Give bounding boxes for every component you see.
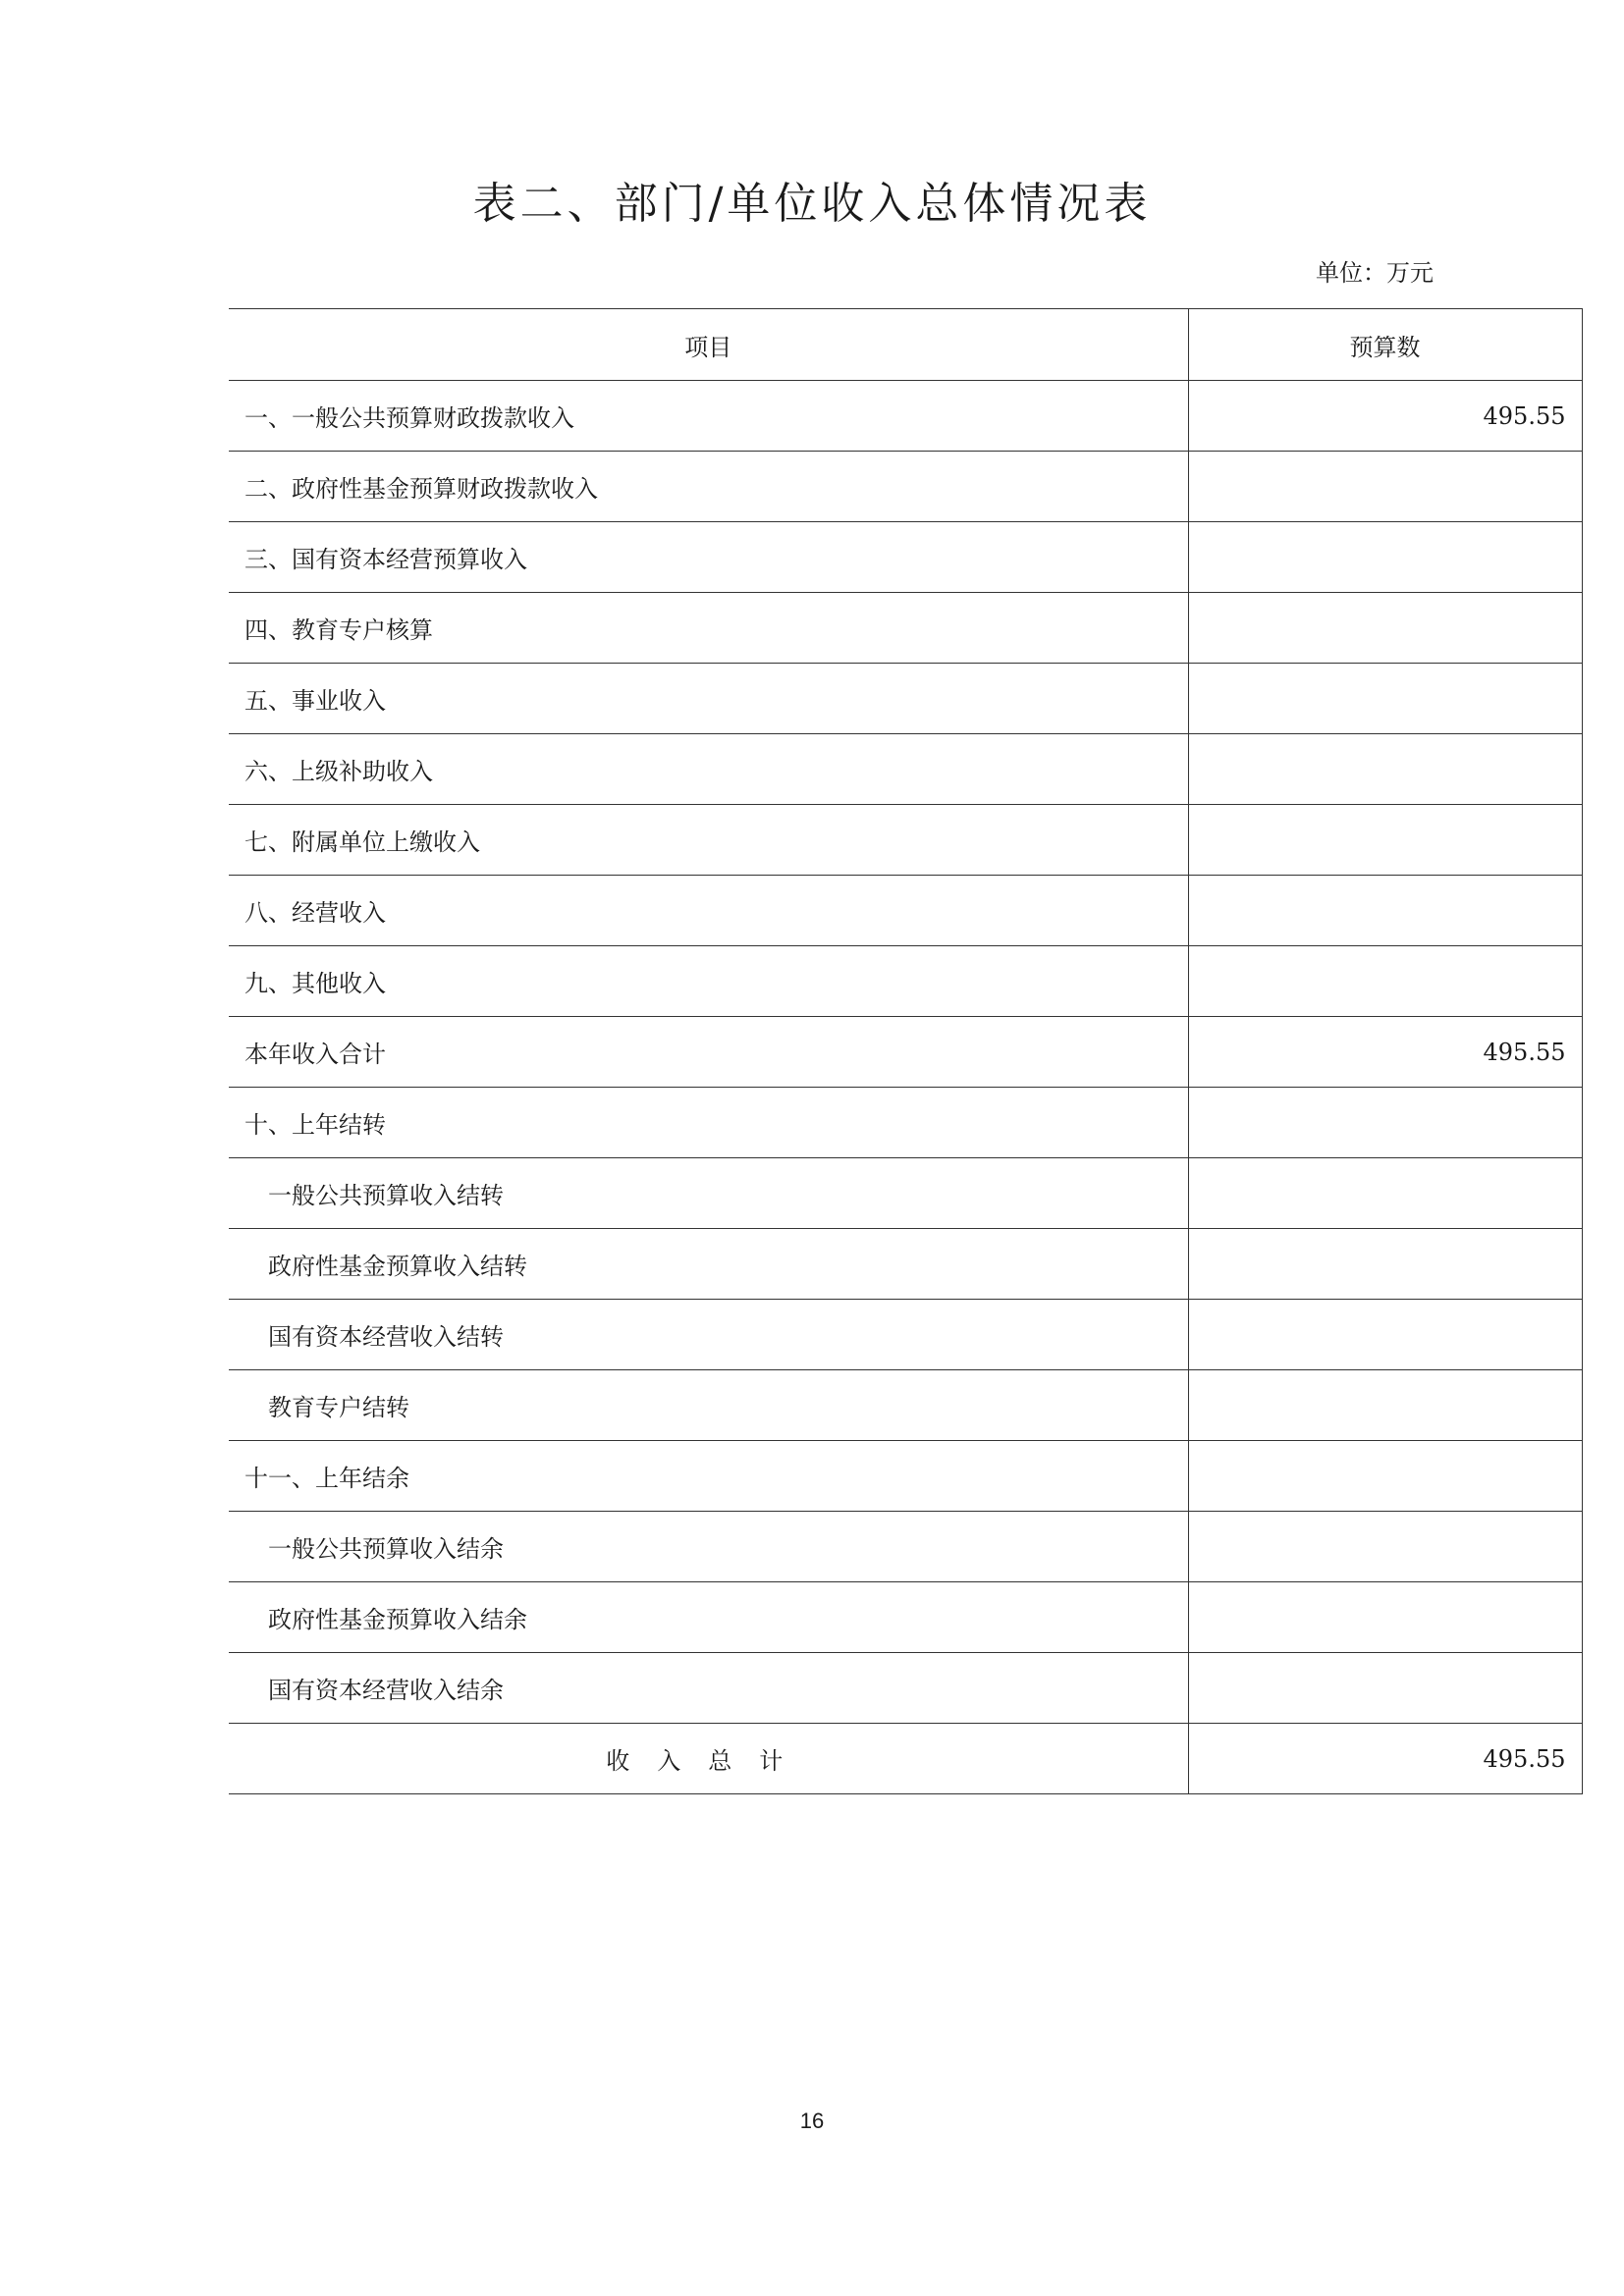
row-item-label: 本年收入合计 — [229, 1017, 1188, 1088]
row-item-label: 一、一般公共预算财政拨款收入 — [229, 381, 1188, 452]
row-item-label: 六、上级补助收入 — [229, 734, 1188, 805]
table-row — [229, 1300, 1582, 1370]
header-item: 项目 — [229, 309, 1188, 381]
row-amount — [1188, 876, 1582, 946]
total-label: 收入总计 — [229, 1724, 1188, 1794]
row-amount — [1188, 946, 1582, 1017]
total-row — [229, 1724, 1582, 1794]
table-row — [229, 1229, 1582, 1300]
row-item-label: 四、教育专户核算 — [229, 593, 1188, 664]
income-summary-table — [229, 308, 1583, 1794]
row-amount — [1188, 1582, 1582, 1653]
row-amount — [1188, 593, 1582, 664]
row-amount — [1188, 522, 1582, 593]
row-item-label: 二、政府性基金预算财政拨款收入 — [229, 452, 1188, 522]
table-body — [229, 381, 1582, 1794]
row-amount — [1188, 1370, 1582, 1441]
table-row — [229, 593, 1582, 664]
row-item-label: 一般公共预算收入结余 — [229, 1512, 1188, 1582]
row-item-label: 政府性基金预算收入结转 — [229, 1229, 1188, 1300]
row-item-label: 三、国有资本经营预算收入 — [229, 522, 1188, 593]
row-item-label: 五、事业收入 — [229, 664, 1188, 734]
row-item-label: 八、经营收入 — [229, 876, 1188, 946]
total-amount: 495.55 — [1188, 1724, 1582, 1794]
table-row — [229, 381, 1582, 452]
table-row — [229, 1158, 1582, 1229]
row-item-label: 政府性基金预算收入结余 — [229, 1582, 1188, 1653]
row-item-label: 九、其他收入 — [229, 946, 1188, 1017]
page-number: 16 — [799, 2109, 825, 2133]
row-amount — [1188, 805, 1582, 876]
table-row — [229, 1088, 1582, 1158]
row-item-label: 国有资本经营收入结余 — [229, 1653, 1188, 1724]
unit-label: 单位：万元 — [1316, 259, 1434, 287]
table-row — [229, 1441, 1582, 1512]
row-amount — [1188, 1441, 1582, 1512]
table-row — [229, 1512, 1582, 1582]
table-row — [229, 1370, 1582, 1441]
row-item-label: 国有资本经营收入结转 — [229, 1300, 1188, 1370]
table-row — [229, 522, 1582, 593]
table-row — [229, 452, 1582, 522]
table-row — [229, 664, 1582, 734]
row-item-label: 十、上年结转 — [229, 1088, 1188, 1158]
table-row — [229, 876, 1582, 946]
row-amount: 495.55 — [1188, 1017, 1582, 1088]
row-amount — [1188, 1229, 1582, 1300]
row-amount — [1188, 452, 1582, 522]
row-amount — [1188, 1512, 1582, 1582]
table-row — [229, 734, 1582, 805]
table-row — [229, 1653, 1582, 1724]
row-amount — [1188, 1653, 1582, 1724]
table-row — [229, 1017, 1582, 1088]
header-amount: 预算数 — [1188, 309, 1582, 381]
page-title: 表二、部门/单位收入总体情况表 — [472, 179, 1152, 229]
row-item-label: 一般公共预算收入结转 — [229, 1158, 1188, 1229]
table-header-row — [229, 309, 1582, 381]
row-amount: 495.55 — [1188, 381, 1582, 452]
row-amount — [1188, 664, 1582, 734]
row-item-label: 十一、上年结余 — [229, 1441, 1188, 1512]
row-amount — [1188, 734, 1582, 805]
row-amount — [1188, 1300, 1582, 1370]
table-row — [229, 1582, 1582, 1653]
row-item-label: 七、附属单位上缴收入 — [229, 805, 1188, 876]
row-item-label: 教育专户结转 — [229, 1370, 1188, 1441]
row-amount — [1188, 1088, 1582, 1158]
table-row — [229, 805, 1582, 876]
table-row — [229, 946, 1582, 1017]
row-amount — [1188, 1158, 1582, 1229]
